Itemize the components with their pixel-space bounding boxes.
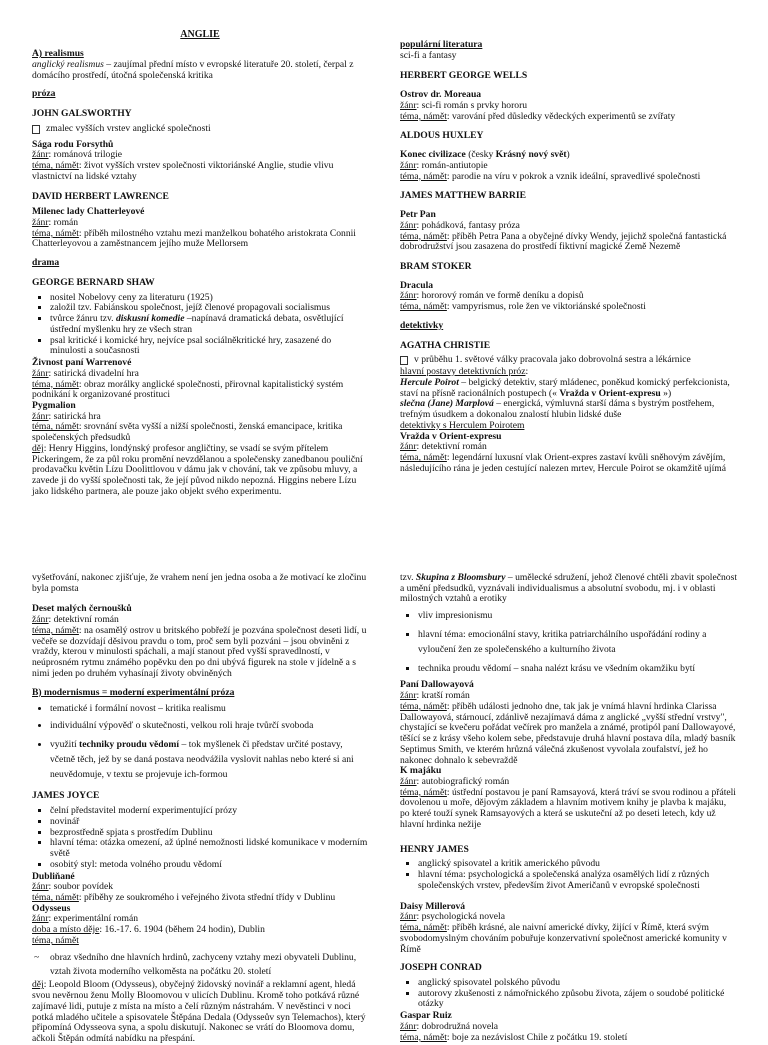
modernism-heading: B) modernismus = moderní experimentální próza [32,686,235,698]
list-item: ▪ založil tzv. Fabiánskou společnost, jejíž členové propagovali socialismus [50,303,368,314]
genre-line: žánr: soubor povídek [32,881,114,893]
author-lawrence: DAVID HERBERT LAWRENCE [32,190,169,202]
work-title: Ostrov dr. Moreaua [400,89,482,101]
heroes-label: hlavní postavy detektivních próz: [400,366,529,378]
theme-line: téma, námět: ústřední postavou je paní Ramsayová, která tráví se svou rodinou a přáteli dovolenou u moře, dějovým základem a hlavním motivem knihy je plavba k majáku, po které touží synek Ramsayových a která se uskuteční až po deseti letech, kdy už hlavní hrdinka nežije [400,786,736,830]
list-item: ▪ psal kritické i komické hry, nejvíce psal sociálněkritické hry, zasazené do minulosti a současnosti [50,336,368,357]
genre-line: žánr: psychologická novela [400,911,505,923]
popular-lit-heading: populární literatura [400,39,483,50]
checkbox-bullet-icon [32,125,40,134]
work-title: Dracula [400,279,434,291]
work-title: Konec civilizace (česky Krásný nový svět) [400,149,570,161]
plot-line: děj: Leopold Bloom (Odysseus), obyčejný židovský novinář a reklamní agent, hledá svou nevěrnou ženu Molly Bloomovou v ulicích Dublinu. Kromě toho potkává různé zajímavé lidi, putuje z místa na místo a čelí různým nástrahám. V nevěstinci v noci potká mladého učitele a spisovatele Štěpána Dedala (Odysseův syn Telemachos), který připomíná Odysseova syna, a spolu diskutují. Nakonec se vrátí do Bloomova domu, ačkoli Štěpán odmítá nabídku na přespání. [32,979,366,1045]
time-place-line: doba a místo děje: 16.-17. 6. 1904 (během 24 hodin), Dublin [32,924,265,936]
work-title: Dubliňané [32,870,75,882]
theme-line: téma, námět: boje za nezávislost Chile z počátku 19. století [400,1031,628,1043]
realism-definition: anglický realismus – zaujímal přední místo v evropské literatuře 20. století, čerpal z domácího prostředí, útočná společenská kritika [32,58,354,81]
marple-desc: slečna (Jane) Marplová – energická, výmluvná starší dáma s bystrým postřehem, trefným úsudkem a dokonalou znalostí hlubin lidské duše [400,398,715,421]
realism-heading: A) realismus [32,48,84,60]
work-title: Deset malých černoušků [32,603,132,615]
work-title: Daisy Millerová [400,900,466,912]
list-item: ▪ hlavní téma: otázka omezení, až úplné nemožnosti lidské komunikace v moderním světě [50,838,368,859]
list-item: ▪ tvůrce žánru tzv. diskusní komedie –napínavá dramatická debata, osvětlující ústřední myšlenku hry ze všech stran [50,314,368,335]
theme-line: téma, námět: příběh krásné, ale naivní americké dívky, žijící v Římě, která svým svobodomyslným chováním pobuřuje konzervativní společnost americké komunity v Římě [400,922,727,955]
list-item: • využití techniky proudu vědomí – tok myšlenek či představ určité postavy, včetně těch, jež by se daná postava neodvážila vyslovit nahlas nebo které si ani neuvědomuje, v textu se projevuje ich-formou [50,738,368,783]
poirot-desc: Hercule Poirot – belgický detektiv, starý mládenec, poněkud komický perfekcionista, staví na přísně racionálních postupech (« Vražda v Orient-expresu ») [400,376,730,399]
document-title: ANGLIE [180,29,220,40]
genre-line: žánr: pohádková, fantasy próza [400,219,520,231]
work-title: Sága rodu Forsythů [32,138,114,150]
list-item: ▪ hlavní téma: psychologická a společenská analýza osamělých lidí z různých společenských vrstev, především život Američanů v evropské společnosti [418,870,738,891]
bloomsbury-intro: tzv. Skupina z Bloomsbury – umělecké sdružení, jehož členové chtěli zbavit společnost a umění předsudků, vyznávali individualismus a absolutní svobodu, mj. i v oblasti milostných vztahů a erotiky [400,572,737,605]
plot-line: děj: Henry Higgins, londýnský profesor angličtiny, se vsadí se svým přítelem Pickeringem, že za půl roku promění nevzdělanou a společensky zanedbanou pouliční prodavačku květin Lízu Doolittlovou v dámu jak v chování, tak ve způsobu mluvy, a zavede ji do vyšší společnosti tak, že její původ nikdo nepozná. Higgins nebere Lízu jako lidského partnera, ale pouze jako objekt svého experimentu. [32,442,363,497]
list-item: ▪ hlavní téma: emocionální stavy, kritika patriarchálního uspořádání rodiny a vyloučení žen ze společenského a kulturního života [418,628,738,658]
list-item: v průběhu 1. světové války pracovala jako dobrovolná sestra a lékárnice [400,355,738,366]
genre-line: žánr: autobiografický román [400,776,510,787]
top-right-column [400,40,738,545]
bottom-page [0,566,768,1045]
list-item: ▪ vliv impresionismu [418,611,738,622]
list-item: • tematické i formální novost – kritika realismu [50,704,368,715]
theme-label: téma, námět [32,934,79,946]
genre-line: žánr: hororový román ve formě deníku a dopisů [400,290,584,302]
work-title: Paní Dallowayová [400,679,474,691]
conrad-bullets [400,978,738,1010]
list-item: ▪ osobitý styl: metoda volného proudu vědomí [50,860,368,871]
work-title: Odysseus [32,902,71,914]
author-james: HENRY JAMES [400,843,469,855]
tilde-bullet-icon: ~ [34,951,40,963]
proza-heading: próza [32,88,56,100]
james-bullets [400,859,738,891]
theme-line: téma, námět: příběhy ze soukromého i veřejného života střední třídy v Dublinu [32,892,336,903]
author-galsworthy: JOHN GALSWORTHY [32,108,132,120]
author-barrie: JAMES MATTHEW BARRIE [400,190,526,202]
theme-line: téma, námět: na osamělý ostrov u britského pobřeží je pozvána společnost deseti lidí, u večeře se dozvídají děsivou pravdu o tom, proč sem byli pozváni – jsou obviněni z vraždy, kterou v minulosti spáchali, a mají stanout před vyšší spravedlností, v neúprosném rytmu známého popěvku den po dni ubývá figurek na stole v jídelně a s nimi jeden po druhém vyhasínají životy obviněných [32,624,367,679]
author-joyce: JAMES JOYCE [32,790,100,802]
joyce-bullets [32,806,368,870]
genre-line: žánr: detektivní román [32,614,119,626]
work-title: Vražda v Orient-expresu [400,430,502,442]
genre-line: žánr: satirická divadelní hra [32,367,139,379]
list-item: • individuální výpověď o skutečnosti, velkou roli hraje tvůrčí svoboda [50,721,368,732]
woolf-bullets [400,611,738,674]
genre-line: žánr: románová trilogie [32,149,123,161]
genre-line: žánr: román-antiutopie [400,159,488,171]
genre-line: žánr: kratší román [400,690,470,702]
work-title: Pygmalion [32,400,76,412]
theme-line: téma, námět: obraz morálky anglické společnosti, přirovnal kapitalistický systém podnikání k organizované prostituci [32,378,344,401]
modernism-bullets [32,704,368,782]
genre-line: žánr: experimentální román [32,913,139,925]
theme-line: téma, námět: legendární luxusní vlak Orient-expres zastaví kvůli sněhovým závějím, následujícího rána je jeden cestující nalezen mrtev, Hercule Poirot se okamžitě ujímá [400,452,726,474]
list-item: ▪ bezprostředně spjata s prostředím Dublinu [50,828,368,839]
list-item: ▪ novinář [50,817,368,828]
theme-line: téma, námět: vampyrismus, role žen ve viktoriánské společnosti [400,301,646,313]
genre-line: žánr: satirická hra [32,410,101,422]
list-item: ▪ anglický spisovatel polského původu [418,978,738,989]
theme-line: téma, námět: život vyšších vrstev společnosti viktoriánské Anglie, studie vlivu vlastnictví na lidské vztahy [32,160,334,182]
author-huxley: ALDOUS HUXLEY [400,130,484,142]
author-christie: AGATHA CHRISTIE [400,339,491,351]
list-item: ▪ čelní představitel moderní experimentující prózy [50,806,368,817]
shaw-bullets [32,293,368,357]
theme-line: téma, námět: srovnání světa vyšší a nižší společnosti, ženská emancipace, kritika společenských předsudků [32,421,343,444]
theme-line: téma, námět: příběh Petra Pana a obyčejné dívky Wendy, jejichž společná fantastická dobrodružství jsou zasazena do prostředí fiktivní magické Země Nezemě [400,230,727,253]
author-wells: HERBERT GEORGE WELLS [400,70,528,82]
list-item: ~ obraz všedního dne hlavních hrdinů, zachyceny vztahy mezi obyvateli Dublinu, vztah života moderního velkoměsta na počátku 20. století [34,951,357,978]
genre-line: žánr: detektivní román [400,441,487,453]
theme-line: téma, námět: příběh milostného vztahu mezi manželkou bohatého aristokrata Connii Chatterleyovou a zaměstnancem jejího muže Mellorsem [32,227,356,250]
author-shaw: GEORGE BERNARD SHAW [32,276,155,288]
genre-line: žánr: román [32,217,79,228]
continued-text: vyšetřování, nakonec zjišťuje, že vrahem není jen jedna osoba a že motivací ke zločinu byla pomsta [32,572,367,594]
theme-line: téma, námět: příběh události jednoho dne, tak jak je vnímá hlavní hrdinka Clarissa Dallowayová, stárnoucí, zdánlivě nezajímavá dáma z anglické „vyšší střední vrstvy", chystající se kvečeru pořádat večírek pro manžela a známé, protipól paní Dallowayové, těšící se z krásy všeho kolem sebe, představuje druhá hlavní postava díla, mladý basník Septimus Smith, ve kterém hrůzná válečná zkušenost vyvolala zoufalství, jež ho nakonec dohnalo k sebevraždě [400,700,736,766]
work-title: Živnost paní Warrenové [32,357,132,369]
author-stoker: BRAM STOKER [400,261,472,273]
theme-line: téma, námět: parodie na víru v pokrok a vznik ideální, spravedlivé společnosti [400,170,701,182]
popular-lit-subheading: sci-fi a fantasy [400,49,457,61]
list-item: ▪ autorovy zkušenosti z námořnického způsobu života, zájem o soudobé politické otázky [418,989,738,1010]
checkbox-bullet-icon [400,356,408,365]
list-item: ▪ technika proudu vědomí – snaha nalézt krásu ve všedním okamžiku bytí [418,664,738,675]
theme-line: téma, námět: varování před důsledky vědeckých experimentů se zvířaty [400,110,676,122]
top-left-column [32,29,368,545]
bottom-right-column [400,572,738,1043]
work-title: K majáku [400,765,442,777]
list-item: ▪ anglický spisovatel a kritik amerického původu [418,859,738,870]
poirot-series-label: detektivky s Herculem Poirotem [400,419,525,431]
bottom-left-column [32,572,368,1045]
list-item: ▪ nositel Nobelovy ceny za literaturu (1925) [50,293,368,304]
genre-line: žánr: sci-fi román s prvky hororu [400,99,528,111]
drama-heading: drama [32,257,60,269]
detective-heading: detektivky [400,319,444,331]
work-title: Gaspar Ruiz [400,1010,452,1022]
genre-line: žánr: dobrodružná novela [400,1020,499,1032]
author-conrad: JOSEPH CONRAD [400,962,482,974]
work-title: Petr Pan [400,209,436,221]
list-item: zmalec vyšších vrstev anglické společnosti [32,124,368,135]
work-title: Milenec lady Chatterleyové [32,206,145,218]
